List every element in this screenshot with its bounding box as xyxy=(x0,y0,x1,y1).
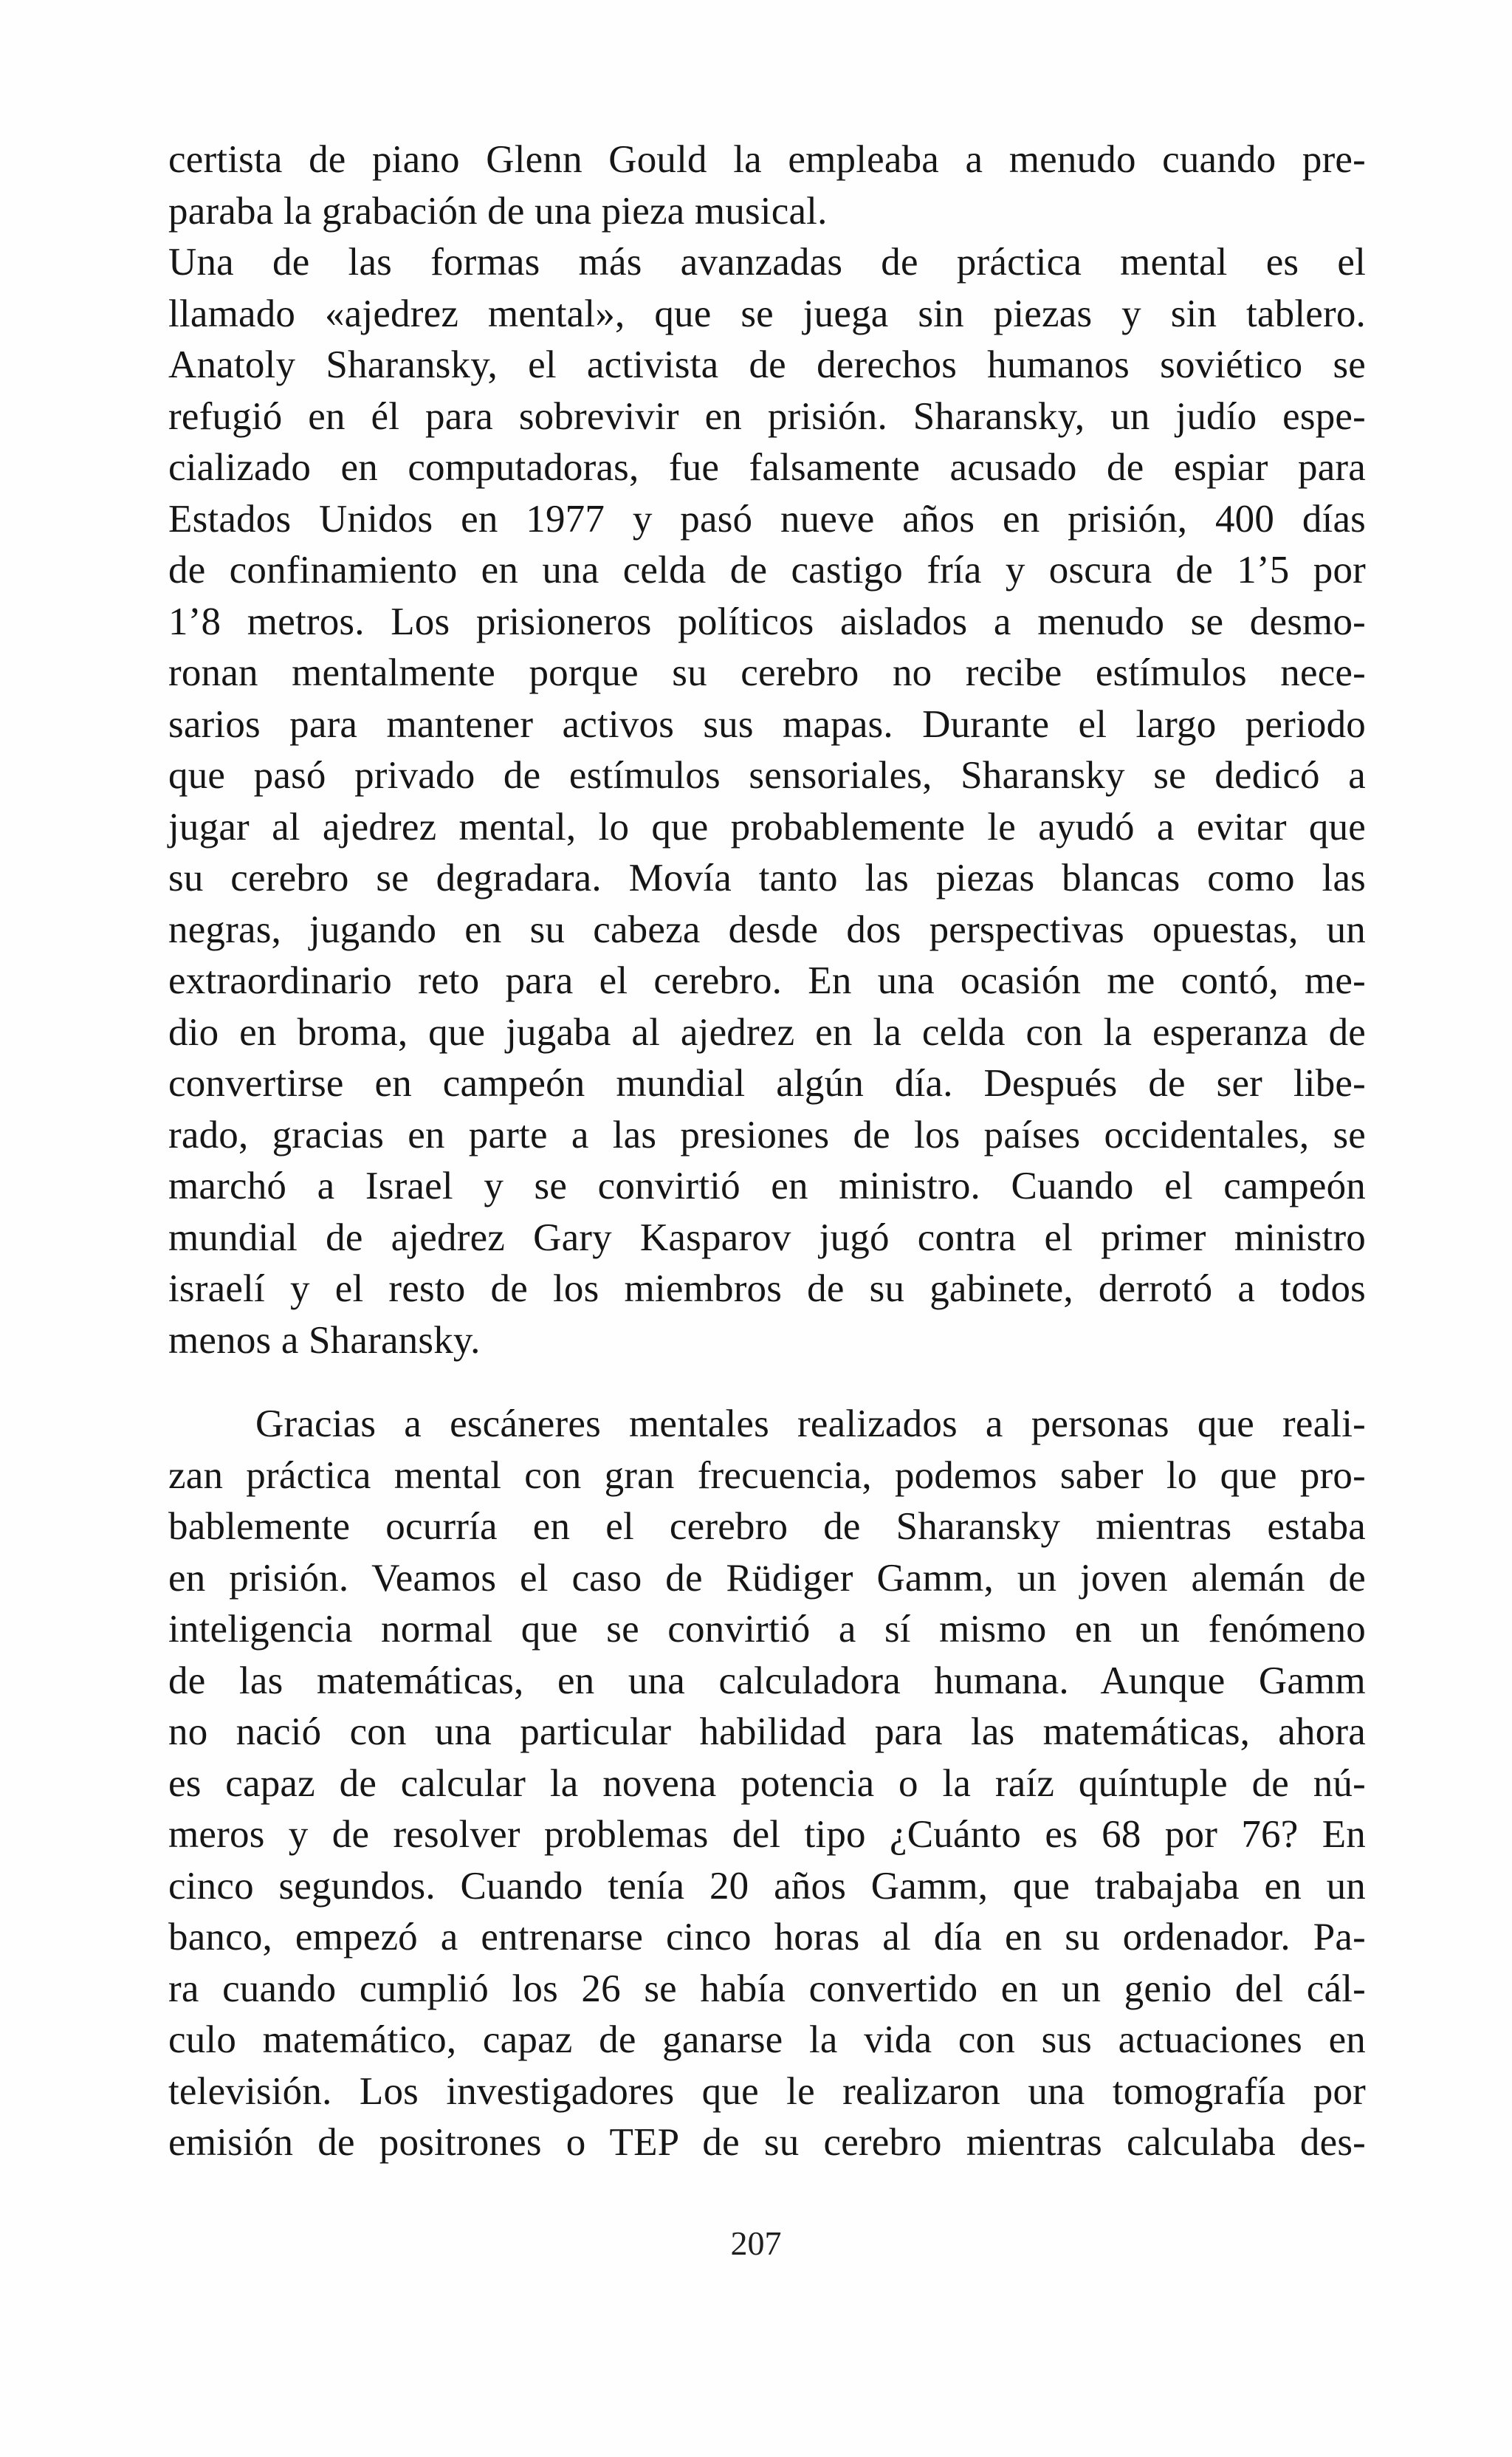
text-line: rado, gracias en parte a las presiones de los países occidentales, se xyxy=(168,1113,1366,1156)
text-line: Gracias a escáneres mentales realizados a personas que reali- xyxy=(255,1402,1366,1445)
text-line: jugar al ajedrez mental, lo que probablemente le ayudó a evitar que xyxy=(168,805,1366,849)
text-line: dio en broma, que jugaba al ajedrez en la celda con la esperanza de xyxy=(168,1010,1366,1054)
text-line: televisión. Los investigadores que le realizaron una tomografía por xyxy=(168,2069,1366,2113)
text-line: cializado en computadoras, fue falsamente acusado de espiar para xyxy=(168,446,1366,489)
text-line: meros y de resolver problemas del tipo ¿Cuánto es 68 por 76? En xyxy=(168,1813,1366,1856)
paragraph-2 xyxy=(168,1399,1366,2169)
text-line: de confinamiento en una celda de castigo fría y oscura de 1’5 por xyxy=(168,549,1366,592)
page-number: 207 xyxy=(730,2224,782,2262)
text-line: marchó a Israel y se convirtió en ministro. Cuando el campeón xyxy=(168,1165,1366,1207)
text-line: ronan mentalmente porque su cerebro no recibe estímulos nece- xyxy=(168,651,1366,694)
text-line: Una de las formas más avanzadas de práctica mental es el xyxy=(168,241,1366,284)
text-line: inteligencia normal que se convirtió a sí mismo en un fenómeno xyxy=(168,1608,1366,1651)
text-line: 1’8 metros. Los prisioneros políticos aislados a menudo se desmo- xyxy=(168,600,1366,643)
text-line: refugió en él para sobrevivir en prisión. Sharansky, un judío espe- xyxy=(168,394,1366,438)
text-line: es capaz de calcular la novena potencia o la raíz quíntuple de nú- xyxy=(168,1761,1366,1805)
paragraph-1 xyxy=(168,134,1366,1366)
text-line: negras, jugando en su cabeza desde dos perspectivas opuestas, un xyxy=(168,908,1366,951)
text-line: certista de piano Glenn Gould la empleaba a menudo cuando pre- xyxy=(168,138,1366,181)
text-line: cinco segundos. Cuando tenía 20 años Gamm, que trabajaba en un xyxy=(168,1864,1366,1908)
text-line: convertirse en campeón mundial algún día. Después de ser libe- xyxy=(168,1062,1366,1105)
text-line: bablemente ocurría en el cerebro de Sharansky mientras estaba xyxy=(168,1505,1366,1548)
text-line: Anatoly Sharansky, el activista de derechos humanos soviético se xyxy=(168,343,1366,386)
text-line: sarios para mantener activos sus mapas. Durante el largo periodo xyxy=(168,702,1366,746)
text-line: emisión de positrones o TEP de su cerebro mientras calculaba des- xyxy=(168,2121,1366,2164)
text-line: en prisión. Veamos el caso de Rüdiger Gamm, un joven alemán de xyxy=(168,1556,1366,1600)
text-line: no nació con una particular habilidad para las matemáticas, ahora xyxy=(168,1710,1366,1753)
text-line: israelí y el resto de los miembros de su gabinete, derrotó a todos xyxy=(168,1267,1366,1310)
text-line: extraordinario reto para el cerebro. En una ocasión me contó, me- xyxy=(168,959,1366,1002)
text-line: paraba la grabación de una pieza musical. xyxy=(168,189,828,233)
text-line: de las matemáticas, en una calculadora humana. Aunque Gamm xyxy=(168,1659,1366,1702)
text-line: su cerebro se degradara. Movía tanto las piezas blancas como las xyxy=(168,857,1366,899)
text-line: Estados Unidos en 1977 y pasó nueve años en prisión, 400 días xyxy=(168,497,1366,541)
text-line: banco, empezó a entrenarse cinco horas al día en su ordenador. Pa- xyxy=(168,1916,1366,1959)
text-line: que pasó privado de estímulos sensoriales, Sharansky se dedicó a xyxy=(168,754,1366,797)
text-line: ra cuando cumplió los 26 se había convertido en un genio del cál- xyxy=(168,1967,1366,2010)
text-line: mundial de ajedrez Gary Kasparov jugó contra el primer ministro xyxy=(168,1216,1366,1259)
text-line: zan práctica mental con gran frecuencia, podemos saber lo que pro- xyxy=(168,1453,1366,1497)
text-line: llamado «ajedrez mental», que se juega sin piezas y sin tablero. xyxy=(168,292,1366,335)
text-line: menos a Sharansky. xyxy=(168,1318,481,1362)
text-line: culo matemático, capaz de ganarse la vida con sus actuaciones en xyxy=(168,2018,1366,2061)
